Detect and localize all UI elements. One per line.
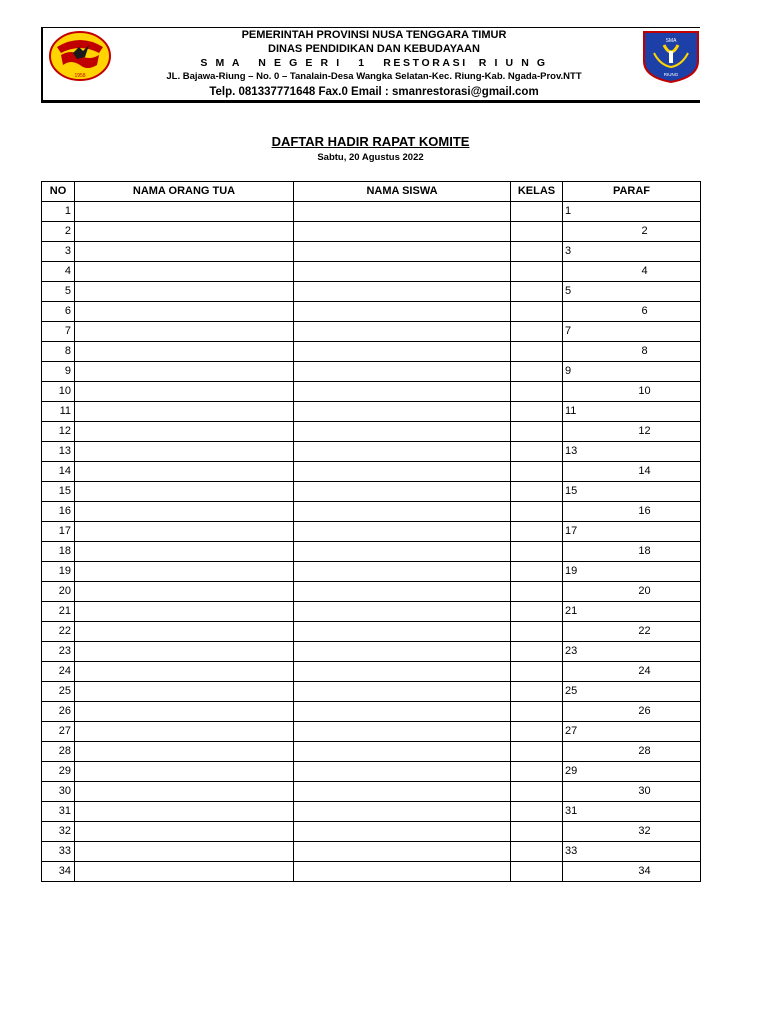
student-name-cell[interactable]	[294, 702, 511, 722]
parent-name-cell[interactable]	[75, 662, 294, 682]
row-number: 34	[42, 862, 75, 882]
row-number: 18	[42, 542, 75, 562]
letterhead-government: PEMERINTAH PROVINSI NUSA TENGGARA TIMUR	[241, 29, 507, 41]
signature-cell[interactable]: 4	[563, 262, 701, 282]
student-name-cell[interactable]	[294, 502, 511, 522]
row-number: 26	[42, 702, 75, 722]
class-cell[interactable]	[511, 522, 563, 542]
column-header-no: NO	[42, 182, 75, 202]
table-row	[42, 662, 701, 682]
row-number: 2	[42, 222, 75, 242]
parent-name-cell[interactable]	[75, 622, 294, 642]
row-number: 13	[42, 442, 75, 462]
student-name-cell[interactable]	[294, 202, 511, 222]
parent-name-cell[interactable]	[75, 682, 294, 702]
parent-name-cell[interactable]	[75, 462, 294, 482]
student-name-cell[interactable]	[294, 682, 511, 702]
parent-name-cell[interactable]	[75, 382, 294, 402]
table-row	[42, 842, 701, 862]
row-number: 27	[42, 722, 75, 742]
table-row	[42, 542, 701, 562]
class-cell[interactable]	[511, 462, 563, 482]
row-number: 17	[42, 522, 75, 542]
parent-name-cell[interactable]	[75, 502, 294, 522]
signature-cell[interactable]: 23	[563, 642, 701, 662]
signature-cell[interactable]: 9	[563, 362, 701, 382]
row-number: 7	[42, 322, 75, 342]
parent-name-cell[interactable]	[75, 822, 294, 842]
table-row	[42, 462, 701, 482]
column-header-class: KELAS	[511, 182, 563, 202]
row-number: 30	[42, 782, 75, 802]
column-header-student-name: NAMA SISWA	[294, 182, 511, 202]
table-row	[42, 702, 701, 722]
row-number: 32	[42, 822, 75, 842]
table-row	[42, 522, 701, 542]
table-row	[42, 862, 701, 882]
row-number: 14	[42, 462, 75, 482]
class-cell[interactable]	[511, 602, 563, 622]
student-name-cell[interactable]	[294, 362, 511, 382]
parent-name-cell[interactable]	[75, 442, 294, 462]
school-emblem-icon	[640, 29, 702, 83]
row-number: 6	[42, 302, 75, 322]
table-row	[42, 622, 701, 642]
letterhead-address: JL. Bajawa-Riung – No. 0 – Tanalain-Desa Wangka Selatan-Kec. Riung-Kab. Ngada-Prov.NTT	[166, 71, 582, 82]
table-row	[42, 282, 701, 302]
table-row	[42, 502, 701, 522]
class-cell[interactable]	[511, 642, 563, 662]
class-cell[interactable]	[511, 842, 563, 862]
class-cell[interactable]	[511, 442, 563, 462]
parent-name-cell[interactable]	[75, 202, 294, 222]
parent-name-cell[interactable]	[75, 222, 294, 242]
parent-name-cell[interactable]	[75, 802, 294, 822]
student-name-cell[interactable]	[294, 382, 511, 402]
student-name-cell[interactable]	[294, 782, 511, 802]
class-cell[interactable]	[511, 422, 563, 442]
class-cell[interactable]	[511, 802, 563, 822]
student-name-cell[interactable]	[294, 662, 511, 682]
table-row	[42, 402, 701, 422]
row-number: 10	[42, 382, 75, 402]
signature-cell[interactable]: 14	[563, 462, 701, 482]
row-number: 25	[42, 682, 75, 702]
provincial-emblem-icon	[49, 31, 111, 81]
table-row	[42, 242, 701, 262]
student-name-cell[interactable]	[294, 742, 511, 762]
signature-cell[interactable]: 12	[563, 422, 701, 442]
row-number: 29	[42, 762, 75, 782]
student-name-cell[interactable]	[294, 722, 511, 742]
row-number: 31	[42, 802, 75, 822]
signature-cell[interactable]: 13	[563, 442, 701, 462]
parent-name-cell[interactable]	[75, 482, 294, 502]
table-row	[42, 642, 701, 662]
class-cell[interactable]	[511, 202, 563, 222]
class-cell[interactable]	[511, 782, 563, 802]
student-name-cell[interactable]	[294, 342, 511, 362]
signature-cell[interactable]: 15	[563, 482, 701, 502]
parent-name-cell[interactable]	[75, 422, 294, 442]
row-number: 5	[42, 282, 75, 302]
signature-cell[interactable]: 29	[563, 762, 701, 782]
signature-cell[interactable]: 16	[563, 502, 701, 522]
parent-name-cell[interactable]	[75, 742, 294, 762]
signature-cell[interactable]: 33	[563, 842, 701, 862]
class-cell[interactable]	[511, 662, 563, 682]
letterhead-contact: Telp. 081337771648 Fax.0 Email : smanrestorasi@gmail.com	[209, 86, 539, 98]
class-cell[interactable]	[511, 382, 563, 402]
student-name-cell[interactable]	[294, 322, 511, 342]
table-row	[42, 822, 701, 842]
parent-name-cell[interactable]	[75, 782, 294, 802]
table-row	[42, 342, 701, 362]
row-number: 20	[42, 582, 75, 602]
class-cell[interactable]	[511, 502, 563, 522]
student-name-cell[interactable]	[294, 842, 511, 862]
row-number: 24	[42, 662, 75, 682]
table-row	[42, 202, 701, 222]
parent-name-cell[interactable]	[75, 542, 294, 562]
row-number: 1	[42, 202, 75, 222]
parent-name-cell[interactable]	[75, 582, 294, 602]
table-row	[42, 602, 701, 622]
signature-cell[interactable]: 10	[563, 382, 701, 402]
class-cell[interactable]	[511, 862, 563, 882]
student-name-cell[interactable]	[294, 542, 511, 562]
student-name-cell[interactable]	[294, 422, 511, 442]
class-cell[interactable]	[511, 322, 563, 342]
class-cell[interactable]	[511, 562, 563, 582]
signature-cell[interactable]: 28	[563, 742, 701, 762]
signature-cell[interactable]: 32	[563, 822, 701, 842]
student-name-cell[interactable]	[294, 602, 511, 622]
class-cell[interactable]	[511, 682, 563, 702]
row-number: 22	[42, 622, 75, 642]
table-row	[42, 442, 701, 462]
parent-name-cell[interactable]	[75, 242, 294, 262]
table-row	[42, 782, 701, 802]
parent-name-cell[interactable]	[75, 322, 294, 342]
class-cell[interactable]	[511, 282, 563, 302]
signature-cell[interactable]: 5	[563, 282, 701, 302]
student-name-cell[interactable]	[294, 582, 511, 602]
student-name-cell[interactable]	[294, 402, 511, 422]
svg-text:RIUNG: RIUNG	[663, 72, 679, 77]
student-name-cell[interactable]	[294, 482, 511, 502]
parent-name-cell[interactable]	[75, 862, 294, 882]
student-name-cell[interactable]	[294, 462, 511, 482]
signature-cell[interactable]: 7	[563, 322, 701, 342]
row-number: 16	[42, 502, 75, 522]
student-name-cell[interactable]	[294, 522, 511, 542]
signature-cell[interactable]: 27	[563, 722, 701, 742]
student-name-cell[interactable]	[294, 262, 511, 282]
signature-cell[interactable]: 25	[563, 682, 701, 702]
parent-name-cell[interactable]	[75, 302, 294, 322]
letterhead-school-name: S M A N E G E R I 1 RESTORASI R I U N G	[200, 57, 548, 69]
signature-cell[interactable]: 17	[563, 522, 701, 542]
signature-cell[interactable]: 2	[563, 222, 701, 242]
table-row	[42, 682, 701, 702]
table-row	[42, 562, 701, 582]
signature-cell[interactable]: 8	[563, 342, 701, 362]
row-number: 33	[42, 842, 75, 862]
table-row	[42, 762, 701, 782]
parent-name-cell[interactable]	[75, 722, 294, 742]
parent-name-cell[interactable]	[75, 402, 294, 422]
class-cell[interactable]	[511, 822, 563, 842]
student-name-cell[interactable]	[294, 242, 511, 262]
table-row	[42, 742, 701, 762]
attendance-table	[41, 181, 701, 882]
row-number: 21	[42, 602, 75, 622]
document-date: Sabtu, 20 Agustus 2022	[317, 152, 424, 163]
parent-name-cell[interactable]	[75, 702, 294, 722]
class-cell[interactable]	[511, 722, 563, 742]
parent-name-cell[interactable]	[75, 522, 294, 542]
svg-text:1958: 1958	[74, 73, 86, 79]
signature-cell[interactable]: 22	[563, 622, 701, 642]
table-row	[42, 222, 701, 242]
table-row	[42, 802, 701, 822]
table-row	[42, 722, 701, 742]
parent-name-cell[interactable]	[75, 342, 294, 362]
student-name-cell[interactable]	[294, 862, 511, 882]
signature-cell[interactable]: 31	[563, 802, 701, 822]
letterhead-department: DINAS PENDIDIKAN DAN KEBUDAYAAN	[268, 43, 480, 55]
row-number: 19	[42, 562, 75, 582]
student-name-cell[interactable]	[294, 282, 511, 302]
row-number: 15	[42, 482, 75, 502]
parent-name-cell[interactable]	[75, 762, 294, 782]
student-name-cell[interactable]	[294, 302, 511, 322]
parent-name-cell[interactable]	[75, 262, 294, 282]
table-row	[42, 362, 701, 382]
table-row	[42, 422, 701, 442]
signature-cell[interactable]: 20	[563, 582, 701, 602]
student-name-cell[interactable]	[294, 822, 511, 842]
signature-cell[interactable]: 34	[563, 862, 701, 882]
row-number: 3	[42, 242, 75, 262]
signature-cell[interactable]: 26	[563, 702, 701, 722]
table-row	[42, 262, 701, 282]
signature-cell[interactable]: 24	[563, 662, 701, 682]
class-cell[interactable]	[511, 582, 563, 602]
column-header-signature: PARAF	[563, 182, 701, 202]
student-name-cell[interactable]	[294, 442, 511, 462]
student-name-cell[interactable]	[294, 802, 511, 822]
table-row	[42, 582, 701, 602]
table-body	[42, 202, 701, 882]
student-name-cell[interactable]	[294, 622, 511, 642]
table-row	[42, 482, 701, 502]
student-name-cell[interactable]	[294, 762, 511, 782]
signature-cell[interactable]: 19	[563, 562, 701, 582]
signature-cell[interactable]: 1	[563, 202, 701, 222]
signature-cell[interactable]: 21	[563, 602, 701, 622]
class-cell[interactable]	[511, 362, 563, 382]
signature-cell[interactable]: 30	[563, 782, 701, 802]
row-number: 23	[42, 642, 75, 662]
parent-name-cell[interactable]	[75, 602, 294, 622]
signature-cell[interactable]: 6	[563, 302, 701, 322]
table-row	[42, 382, 701, 402]
class-cell[interactable]	[511, 342, 563, 362]
student-name-cell[interactable]	[294, 222, 511, 242]
table-row	[42, 322, 701, 342]
class-cell[interactable]	[511, 622, 563, 642]
table-header-row	[42, 182, 701, 202]
signature-cell[interactable]: 11	[563, 402, 701, 422]
table-row	[42, 302, 701, 322]
class-cell[interactable]	[511, 482, 563, 502]
signature-cell[interactable]: 3	[563, 242, 701, 262]
document-title: DAFTAR HADIR RAPAT KOMITE	[271, 134, 470, 149]
parent-name-cell[interactable]	[75, 282, 294, 302]
class-cell[interactable]	[511, 702, 563, 722]
row-number: 8	[42, 342, 75, 362]
row-number: 9	[42, 362, 75, 382]
row-number: 4	[42, 262, 75, 282]
parent-name-cell[interactable]	[75, 642, 294, 662]
column-header-parent-name: NAMA ORANG TUA	[75, 182, 294, 202]
class-cell[interactable]	[511, 222, 563, 242]
svg-text:SMA: SMA	[665, 38, 677, 44]
class-cell[interactable]	[511, 242, 563, 262]
class-cell[interactable]	[511, 542, 563, 562]
letterhead	[41, 27, 700, 103]
row-number: 11	[42, 402, 75, 422]
class-cell[interactable]	[511, 742, 563, 762]
class-cell[interactable]	[511, 302, 563, 322]
student-name-cell[interactable]	[294, 642, 511, 662]
parent-name-cell[interactable]	[75, 362, 294, 382]
student-name-cell[interactable]	[294, 562, 511, 582]
parent-name-cell[interactable]	[75, 842, 294, 862]
letterhead-text	[115, 28, 633, 100]
row-number: 28	[42, 742, 75, 762]
class-cell[interactable]	[511, 762, 563, 782]
parent-name-cell[interactable]	[75, 562, 294, 582]
class-cell[interactable]	[511, 402, 563, 422]
signature-cell[interactable]: 18	[563, 542, 701, 562]
row-number: 12	[42, 422, 75, 442]
class-cell[interactable]	[511, 262, 563, 282]
